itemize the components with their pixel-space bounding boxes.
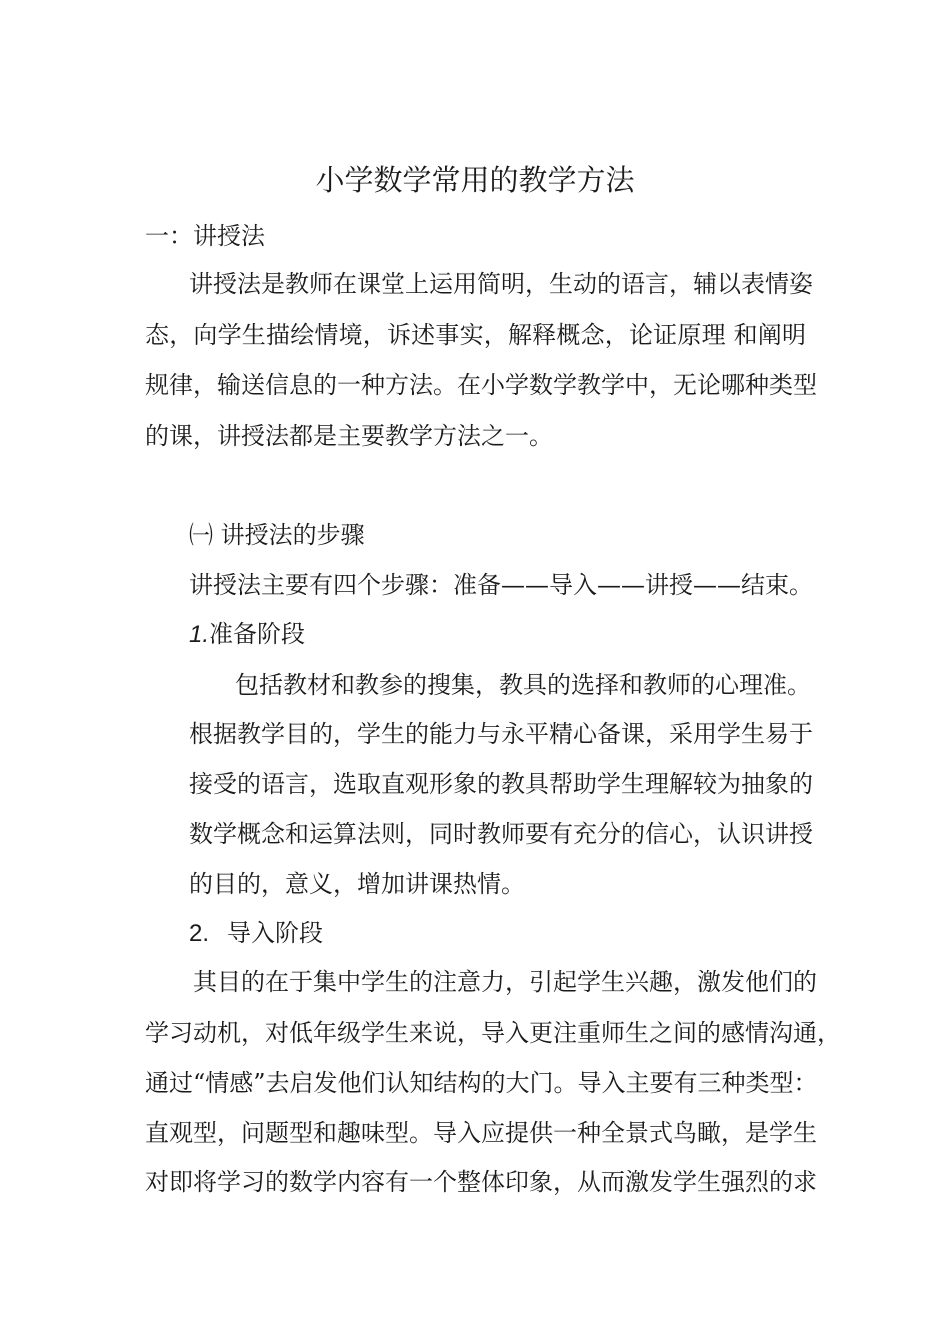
paragraph-line: 的课，讲授法都是主要教学方法之一。: [145, 422, 553, 450]
subsection-heading-steps: ㈠ 讲授法的步骤: [189, 521, 365, 549]
paragraph-line: 其目的在于集中学生的注意力，引起学生兴趣，激发他们的: [193, 968, 817, 996]
document-title: 小学数学常用的教学方法: [315, 163, 635, 197]
paragraph-line: 通过“情感”去启发他们认知结构的大门。导入主要有三种类型：: [145, 1069, 818, 1097]
paragraph-line: 包括教材和教参的搜集，教具的选择和教师的心理准。: [235, 671, 811, 699]
paragraph-line: 对即将学习的数学内容有一个整体印象，从而激发学生强烈的求: [145, 1168, 817, 1196]
step-number: 2.: [189, 920, 210, 947]
step-number: 1.: [189, 621, 210, 648]
paragraph-line: 规律，输送信息的一种方法。在小学数学教学中，无论哪种类型: [145, 371, 817, 399]
step-label: 准备阶段: [209, 620, 306, 648]
paragraph-line: 数学概念和运算法则，同时教师要有充分的信心，认识讲授: [189, 820, 813, 848]
step-heading-preparation: [189, 619, 305, 650]
paragraph-line: 态，向学生描绘情境，诉述事实，解释概念，论证原理 和阐明: [145, 321, 806, 349]
paragraph-line: 讲授法是教师在课堂上运用简明，生动的语言，辅以表情姿: [189, 270, 813, 298]
steps-intro: 讲授法主要有四个步骤：准备——导入——讲授——结束。: [189, 571, 813, 599]
paragraph-line: 直观型，问题型和趣味型。导入应提供一种全景式鸟瞰，是学生: [145, 1119, 817, 1147]
paragraph-line: 接受的语言，选取直观形象的教具帮助学生理解较为抽象的: [189, 770, 813, 798]
section-heading-lecture-method: 一：讲授法: [145, 222, 265, 250]
paragraph-line: 的目的，意义，增加讲课热情。: [189, 870, 525, 898]
step-label: 导入阶段: [227, 919, 324, 947]
step-heading-introduction: [189, 918, 323, 949]
paragraph-line: 学习动机，对低年级学生来说，导入更注重师生之间的感情沟通，: [145, 1019, 841, 1047]
paragraph-line: 根据教学目的，学生的能力与永平精心备课，采用学生易于: [189, 720, 813, 748]
